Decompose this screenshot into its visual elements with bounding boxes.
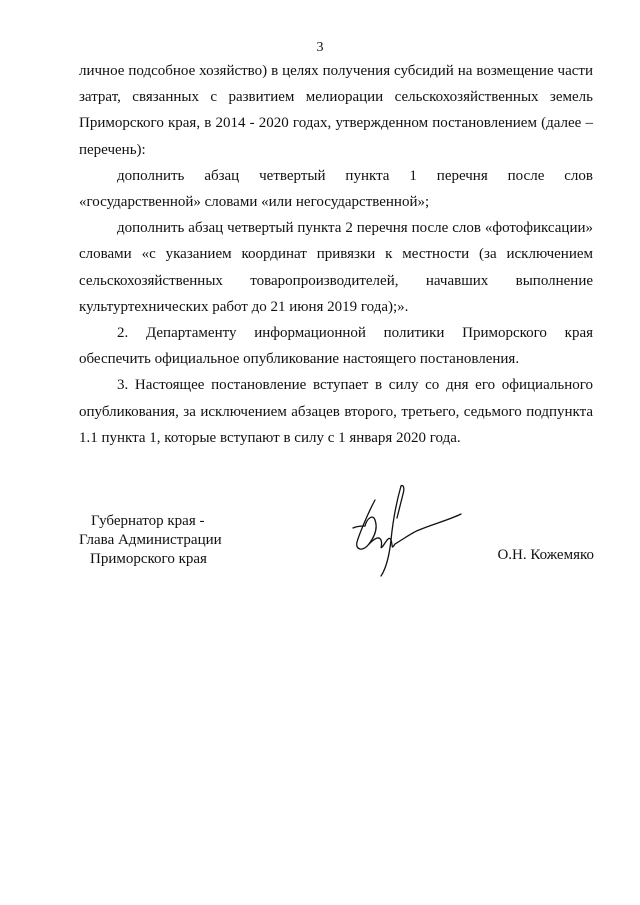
paragraph-clause-3: 3. Настоящее постановление вступает в силу со дня его официального опубликования, за исключением абзацев второго, третьего, седьмого подпункта 1.1 пункта 1, которые вступают в силу с 1 января 2020 года.: [79, 377, 593, 446]
page-number: 3: [316, 40, 324, 55]
signer-title-line: Глава Администрации: [79, 532, 222, 548]
signer-title: [79, 512, 259, 569]
signer-title-line: Приморского края: [90, 551, 207, 567]
handwritten-signature: [345, 480, 465, 580]
signer-title-line: Губернатор края -: [91, 513, 205, 529]
document-body: [79, 58, 593, 451]
paragraph-clause-2: 2. Департаменту информационной политики Приморского края обеспечить официальное опубликование настоящего постановления.: [79, 325, 593, 368]
signer-name: О.Н. Кожемяко: [497, 547, 594, 563]
paragraph-continuation: личное подсобное хозяйство) в целях получения субсидий на возмещение части затрат, связанных с развитием мелиорации сельскохозяйственных земель Приморского края, в 2014 - 2020 годах, утвержденном постановлением (далее – перечень):: [79, 63, 593, 158]
paragraph-amend-item-2: дополнить абзац четвертый пункта 2 перечня после слов «фотофиксации» словами «с указанием координат привязки к местности (за исключением сельскохозяйственных товаропроизводителей, начавших выполнение культуртехнических работ до 21 июня 2019 года);».: [79, 220, 593, 315]
paragraph-amend-item-1: дополнить абзац четвертый пункта 1 перечня после слов «государственной» словами «или негосударственной»;: [79, 167, 593, 211]
